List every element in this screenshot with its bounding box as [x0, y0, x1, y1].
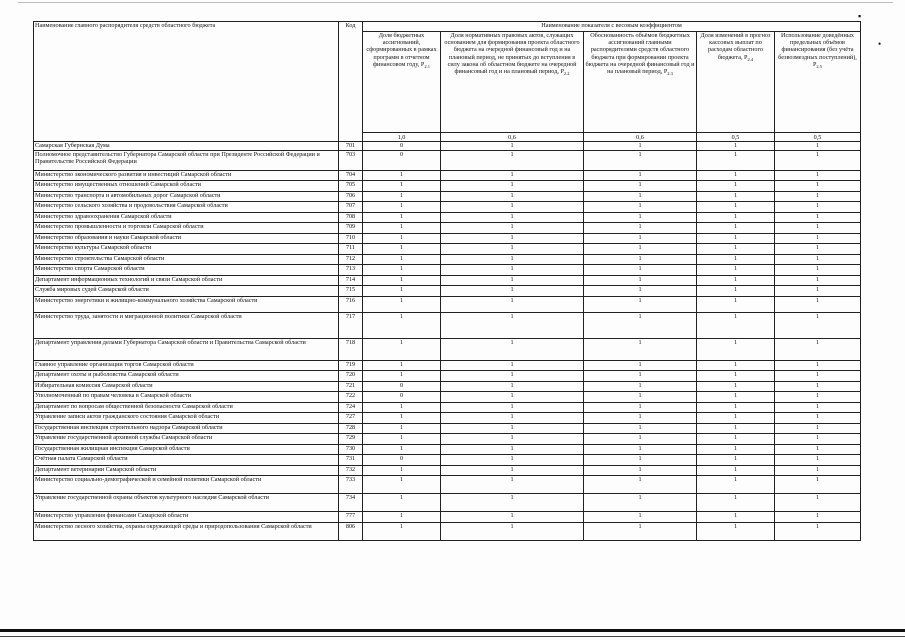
- org-name-cell: Министерство труда, занятости и миграционной политики Самарской области: [34, 312, 339, 338]
- table-row: [34, 444, 861, 455]
- indicator-value-cell: 1: [775, 150, 861, 170]
- indicator-value-cell: 1: [363, 338, 441, 360]
- weight-coefficient: 1,0: [363, 133, 441, 142]
- indicator-value-cell: 1: [697, 312, 775, 338]
- indicator-value-cell: 1: [584, 212, 697, 223]
- indicator-value-cell: 1: [697, 494, 775, 512]
- code-cell: 731: [339, 455, 363, 466]
- indicator-value-cell: 1: [441, 202, 584, 213]
- indicator-value-cell: 1: [441, 371, 584, 382]
- indicator-value-cell: 1: [441, 233, 584, 244]
- code-cell: 718: [339, 338, 363, 360]
- indicator-value-cell: 1: [441, 286, 584, 297]
- indicator-value-cell: 1: [775, 360, 861, 371]
- table-row: [34, 434, 861, 445]
- table-row: [34, 275, 861, 286]
- indicator-value-cell: 1: [584, 296, 697, 312]
- table-row: [34, 360, 861, 371]
- table-row: [34, 371, 861, 382]
- table-row: [34, 254, 861, 265]
- table-row: [34, 402, 861, 413]
- indicator-value-cell: 1: [775, 191, 861, 202]
- code-column-header: Код: [339, 22, 363, 142]
- table-row: [34, 338, 861, 360]
- indicator-value-cell: 1: [363, 244, 441, 255]
- indicator-value-cell: 1: [584, 371, 697, 382]
- indicator-value-cell: 1: [775, 275, 861, 286]
- indicator-value-cell: 1: [584, 223, 697, 234]
- indicator-value-cell: 1: [775, 522, 861, 540]
- indicator-value-cell: 1: [697, 265, 775, 276]
- indicator-value-cell: 1: [697, 286, 775, 297]
- code-cell: 730: [339, 444, 363, 455]
- indicator-value-cell: 0: [363, 455, 441, 466]
- indicator-value-cell: 1: [697, 360, 775, 371]
- indicator-value-cell: 1: [697, 434, 775, 445]
- indicator-value-cell: 1: [697, 522, 775, 540]
- indicator-value-cell: 0: [363, 381, 441, 392]
- indicator-value-cell: 1: [584, 275, 697, 286]
- indicator-value-cell: 1: [697, 423, 775, 434]
- org-name-cell: Министерство строительства Самарской области: [34, 254, 339, 265]
- indicator-table: [33, 21, 861, 541]
- indicator-value-cell: 1: [441, 455, 584, 466]
- indicator-value-cell: 1: [363, 170, 441, 181]
- org-name-cell: Министерство культуры Самарской области: [34, 244, 339, 255]
- indicator-value-cell: 1: [363, 254, 441, 265]
- indicator-value-cell: 1: [441, 312, 584, 338]
- indicator-value-cell: 1: [775, 494, 861, 512]
- indicator-value-cell: 1: [441, 296, 584, 312]
- indicator-value-cell: 1: [775, 413, 861, 424]
- indicator-value-cell: 1: [775, 512, 861, 523]
- indicator-value-cell: 1: [775, 434, 861, 445]
- code-cell: 713: [339, 265, 363, 276]
- indicator-value-cell: 1: [441, 191, 584, 202]
- org-name-cell: Департамент охоты и рыболовства Самарской области: [34, 371, 339, 382]
- table-row: [34, 312, 861, 338]
- indicator-value-cell: 1: [363, 434, 441, 445]
- code-cell: 708: [339, 212, 363, 223]
- indicator-value-cell: 1: [441, 170, 584, 181]
- indicator-value-cell: 1: [363, 265, 441, 276]
- indicator-value-cell: 1: [363, 202, 441, 213]
- indicator-value-cell: 1: [775, 371, 861, 382]
- org-name-cell: Государственная жилищная инспекция Самарской области: [34, 444, 339, 455]
- code-cell: 703: [339, 150, 363, 170]
- code-cell: 806: [339, 522, 363, 540]
- indicator-value-cell: 1: [775, 465, 861, 476]
- indicator-value-cell: 1: [584, 512, 697, 523]
- indicator-value-cell: 0: [363, 150, 441, 170]
- indicator-value-cell: 1: [775, 423, 861, 434]
- code-cell: 724: [339, 402, 363, 413]
- org-name-cell: Министерство экономического развития и инвестиций Самарской области: [34, 170, 339, 181]
- indicator-header-p23: Обоснованность объёмов бюджетных ассигнований главными распорядителями средств областного бюджета при формировании проекта бюджета на очередной финансовый год и на плановый период, $P_{2.3}$: [584, 32, 697, 133]
- indicator-value-cell: 1: [775, 402, 861, 413]
- indicator-value-cell: 1: [775, 444, 861, 455]
- table-row: [34, 286, 861, 297]
- indicator-group-header: Наименование показателя с весовым коэффициентом: [363, 22, 861, 32]
- indicator-value-cell: 1: [697, 254, 775, 265]
- indicator-value-cell: 1: [441, 275, 584, 286]
- code-cell: 722: [339, 392, 363, 403]
- table-row: [34, 191, 861, 202]
- indicator-value-cell: 1: [697, 476, 775, 494]
- indicator-value-cell: 1: [441, 512, 584, 523]
- code-cell: 715: [339, 286, 363, 297]
- indicator-value-cell: 1: [363, 360, 441, 371]
- indicator-value-cell: 1: [775, 181, 861, 192]
- org-name-cell: Управление государственной охраны объектов культурного наследия Самарской области: [34, 494, 339, 512]
- indicator-value-cell: 1: [363, 494, 441, 512]
- indicator-value-cell: 1: [441, 360, 584, 371]
- indicator-value-cell: 1: [441, 494, 584, 512]
- indicator-value-cell: 1: [584, 402, 697, 413]
- indicator-value-cell: 1: [697, 413, 775, 424]
- code-cell: 728: [339, 423, 363, 434]
- indicator-value-cell: 1: [697, 275, 775, 286]
- indicator-value-cell: 1: [441, 423, 584, 434]
- indicator-value-cell: 1: [441, 150, 584, 170]
- table-row: [34, 522, 861, 540]
- org-name-cell: Министерство промышленности и торговли Самарской области: [34, 223, 339, 234]
- code-cell: 704: [339, 170, 363, 181]
- org-name-cell: Департамент информационных технологий и связи Самарской области: [34, 275, 339, 286]
- code-cell: 710: [339, 233, 363, 244]
- org-name-cell: Министерство сельского хозяйства и продовольствия Самарской области: [34, 202, 339, 213]
- indicator-value-cell: 1: [697, 212, 775, 223]
- indicator-value-cell: 1: [697, 233, 775, 244]
- indicator-value-cell: 1: [697, 338, 775, 360]
- indicator-value-cell: 1: [775, 254, 861, 265]
- indicator-value-cell: 1: [697, 202, 775, 213]
- code-cell: 717: [339, 312, 363, 338]
- indicator-value-cell: 1: [363, 233, 441, 244]
- indicator-value-cell: 1: [775, 142, 861, 151]
- page-bottom-thin-rule: [0, 636, 905, 637]
- indicator-value-cell: 1: [441, 522, 584, 540]
- weight-coefficient: 0,6: [441, 133, 584, 142]
- indicator-value-cell: 1: [584, 191, 697, 202]
- org-name-cell: Уполномоченный по правам человека в Самарской области: [34, 392, 339, 403]
- indicator-value-cell: 1: [363, 296, 441, 312]
- indicator-value-cell: 1: [584, 254, 697, 265]
- indicator-value-cell: 1: [697, 455, 775, 466]
- indicator-value-cell: 1: [775, 212, 861, 223]
- code-cell: 777: [339, 512, 363, 523]
- code-cell: 712: [339, 254, 363, 265]
- indicator-value-cell: 1: [775, 286, 861, 297]
- indicator-value-cell: 1: [584, 413, 697, 424]
- code-cell: 714: [339, 275, 363, 286]
- code-cell: 705: [339, 181, 363, 192]
- indicator-value-cell: 1: [775, 223, 861, 234]
- indicator-value-cell: 1: [697, 465, 775, 476]
- indicator-value-cell: 1: [775, 312, 861, 338]
- org-name-cell: Управление государственной архивной службы Самарской области: [34, 434, 339, 445]
- indicator-value-cell: 1: [363, 312, 441, 338]
- indicator-value-cell: 1: [584, 265, 697, 276]
- org-name-cell: Министерство имущественных отношений Самарской области: [34, 181, 339, 192]
- table-row: [34, 223, 861, 234]
- indicator-value-cell: 1: [584, 392, 697, 403]
- indicator-value-cell: 1: [775, 476, 861, 494]
- indicator-value-cell: 1: [441, 444, 584, 455]
- table-row: [34, 413, 861, 424]
- indicator-value-cell: 1: [775, 296, 861, 312]
- table-row: [34, 465, 861, 476]
- indicator-value-cell: 1: [441, 413, 584, 424]
- indicator-value-cell: 1: [697, 296, 775, 312]
- code-cell: 701: [339, 142, 363, 151]
- table-row: [34, 170, 861, 181]
- code-cell: 719: [339, 360, 363, 371]
- org-name-cell: Министерство лесного хозяйства, охраны окружающей среды и природопользования Самарской области: [34, 522, 339, 540]
- indicator-value-cell: 1: [441, 254, 584, 265]
- indicator-value-cell: 1: [697, 381, 775, 392]
- indicator-value-cell: 1: [363, 191, 441, 202]
- indicator-header-p21: Доля бюджетных ассигнований, сформированных в рамках программ в отчетном финансовом году, $P_{2.1}$: [363, 32, 441, 133]
- table-row: [34, 512, 861, 523]
- indicator-value-cell: 1: [584, 312, 697, 338]
- indicator-value-cell: 1: [441, 402, 584, 413]
- page-top-rule: [18, 2, 893, 3]
- indicator-value-cell: 1: [363, 223, 441, 234]
- indicator-value-cell: 1: [363, 423, 441, 434]
- indicator-value-cell: 1: [363, 522, 441, 540]
- table-row: [34, 455, 861, 466]
- indicator-value-cell: 1: [363, 371, 441, 382]
- indicator-value-cell: 1: [697, 223, 775, 234]
- indicator-value-cell: 1: [441, 223, 584, 234]
- indicator-value-cell: 1: [584, 244, 697, 255]
- indicator-value-cell: 0: [363, 142, 441, 151]
- code-cell: 706: [339, 191, 363, 202]
- indicator-value-cell: 1: [584, 444, 697, 455]
- indicator-value-cell: 1: [584, 465, 697, 476]
- table-row: [34, 265, 861, 276]
- org-name-cell: Министерство управления финансами Самарской области: [34, 512, 339, 523]
- table-row: [34, 202, 861, 213]
- org-name-cell: Служба мировых судей Самарской области: [34, 286, 339, 297]
- code-cell: 709: [339, 223, 363, 234]
- org-name-cell: Главное управление организации торгов Самарской области: [34, 360, 339, 371]
- indicator-value-cell: 1: [441, 181, 584, 192]
- table-row: [34, 296, 861, 312]
- indicator-value-cell: 1: [697, 392, 775, 403]
- org-name-cell: Управление записи актов гражданского состояния Самарской области: [34, 413, 339, 424]
- indicator-value-cell: 0: [363, 392, 441, 403]
- org-name-cell: Счётная палата Самарской области: [34, 455, 339, 466]
- table-row: [34, 181, 861, 192]
- code-cell: 733: [339, 476, 363, 494]
- org-name-cell: Министерство транспорта и автомобильных дорог Самарской области: [34, 191, 339, 202]
- org-name-cell: Министерство образования и науки Самарской области: [34, 233, 339, 244]
- code-cell: 732: [339, 465, 363, 476]
- code-cell: 707: [339, 202, 363, 213]
- indicator-value-cell: 1: [441, 392, 584, 403]
- indicator-value-cell: 1: [584, 202, 697, 213]
- indicator-value-cell: 1: [363, 413, 441, 424]
- table-row: [34, 392, 861, 403]
- indicator-value-cell: 1: [697, 170, 775, 181]
- org-name-cell: Департамент по вопросам общественной безопасности Самарской области: [34, 402, 339, 413]
- indicator-value-cell: 1: [775, 338, 861, 360]
- org-name-cell: Избирательная комиссия Самарской области: [34, 381, 339, 392]
- indicator-value-cell: 1: [441, 381, 584, 392]
- indicator-value-cell: 1: [441, 265, 584, 276]
- table-row: [34, 494, 861, 512]
- table-row: [34, 150, 861, 170]
- indicator-value-cell: 1: [584, 150, 697, 170]
- org-name-cell: Министерство энергетики и жилищно-коммунального хозяйства Самарской области: [34, 296, 339, 312]
- code-cell: 716: [339, 296, 363, 312]
- indicator-header-p24: Доля изменений в прогноз кассовых выплат по расходам областного бюджета, $P_{2.4}$: [697, 32, 775, 133]
- indicator-value-cell: 1: [363, 476, 441, 494]
- weight-coefficient: 0,6: [584, 133, 697, 142]
- indicator-value-cell: 1: [697, 150, 775, 170]
- indicator-value-cell: 1: [363, 512, 441, 523]
- indicator-value-cell: 1: [697, 191, 775, 202]
- indicator-value-cell: 1: [584, 142, 697, 151]
- indicator-value-cell: 1: [584, 494, 697, 512]
- page-bottom-rule: [0, 629, 905, 632]
- indicator-value-cell: 1: [363, 212, 441, 223]
- indicator-value-cell: 1: [584, 286, 697, 297]
- indicator-value-cell: 1: [584, 522, 697, 540]
- indicator-value-cell: 1: [697, 444, 775, 455]
- indicator-value-cell: 1: [697, 244, 775, 255]
- indicator-value-cell: 1: [697, 181, 775, 192]
- indicator-value-cell: 1: [584, 233, 697, 244]
- indicator-value-cell: 1: [697, 512, 775, 523]
- indicator-value-cell: 1: [363, 181, 441, 192]
- org-name-cell: Министерство социально-демографической и семейной политики Самарской области: [34, 476, 339, 494]
- margin-dot: •: [878, 39, 882, 49]
- indicator-value-cell: 1: [363, 444, 441, 455]
- code-cell: 734: [339, 494, 363, 512]
- indicator-value-cell: 1: [775, 381, 861, 392]
- org-name-cell: Департамент управления делами Губернатора Самарской области и Правительства Самарской области: [34, 338, 339, 360]
- indicator-value-cell: 1: [584, 423, 697, 434]
- table-row: [34, 244, 861, 255]
- table-row: [34, 233, 861, 244]
- indicator-value-cell: 1: [697, 371, 775, 382]
- indicator-value-cell: 1: [584, 455, 697, 466]
- org-name-cell: Полномочное представительство Губернатора Самарской области при Президенте Российской Федерации и Правительстве Российской Федерации: [34, 150, 339, 170]
- indicator-value-cell: 1: [363, 275, 441, 286]
- indicator-value-cell: 1: [584, 181, 697, 192]
- indicator-value-cell: 1: [697, 402, 775, 413]
- indicator-value-cell: 1: [441, 338, 584, 360]
- org-column-header: Наименование главного распорядителя средств областного бюджета: [34, 22, 339, 142]
- org-name-cell: Департамент ветеринарии Самарской области: [34, 465, 339, 476]
- header-row-1: [34, 22, 861, 32]
- indicator-value-cell: 1: [584, 338, 697, 360]
- indicator-value-cell: 1: [441, 212, 584, 223]
- code-cell: 720: [339, 371, 363, 382]
- indicator-value-cell: 1: [441, 434, 584, 445]
- code-cell: 727: [339, 413, 363, 424]
- org-name-cell: Государственная инспекция строительного надзора Самарской области: [34, 423, 339, 434]
- indicator-value-cell: 1: [584, 476, 697, 494]
- indicator-value-cell: 1: [584, 434, 697, 445]
- indicator-value-cell: 1: [363, 465, 441, 476]
- weight-coefficient: 0,5: [775, 133, 861, 142]
- indicator-value-cell: 1: [775, 244, 861, 255]
- indicator-value-cell: 1: [775, 265, 861, 276]
- indicator-header-p22: Доля нормативных правовых актов, служащих основанием для формирования проекта областного бюджета на очередной финансовый год и на плановый период, не принятых до вступления в силу закона об областном бюджете на очередной финансовый год и на плановый период, $P_{2.2}$: [441, 32, 584, 133]
- code-cell: 729: [339, 434, 363, 445]
- indicator-value-cell: 1: [775, 392, 861, 403]
- indicator-value-cell: 1: [584, 360, 697, 371]
- indicator-value-cell: 1: [584, 170, 697, 181]
- indicator-value-cell: 1: [441, 244, 584, 255]
- org-name-cell: Министерство здравоохранения Самарской области: [34, 212, 339, 223]
- indicator-value-cell: 1: [441, 142, 584, 151]
- indicator-header-p25: Использование доведённых предельных объёмов финансирования (без учёта безвозмездных поступлений), $P_{2.5}$: [775, 32, 861, 133]
- org-name-cell: Самарская Губернская Дума: [34, 142, 339, 151]
- indicator-value-cell: 1: [441, 476, 584, 494]
- org-name-cell: Министерство спорта Самарской области: [34, 265, 339, 276]
- indicator-value-cell: 1: [775, 202, 861, 213]
- table-row: [34, 142, 861, 151]
- table-row: [34, 212, 861, 223]
- indicator-value-cell: 1: [775, 170, 861, 181]
- code-cell: 721: [339, 381, 363, 392]
- indicator-value-cell: 1: [363, 286, 441, 297]
- indicator-value-cell: 1: [363, 402, 441, 413]
- table-row: [34, 423, 861, 434]
- weight-coefficient: 0,5: [697, 133, 775, 142]
- indicator-value-cell: 1: [775, 233, 861, 244]
- indicator-value-cell: 1: [775, 455, 861, 466]
- indicator-value-cell: 1: [697, 142, 775, 151]
- indicator-value-cell: 1: [441, 465, 584, 476]
- indicator-value-cell: 1: [584, 381, 697, 392]
- table-row: [34, 476, 861, 494]
- table-row: [34, 381, 861, 392]
- code-cell: 711: [339, 244, 363, 255]
- corner-mark: ▪: [858, 11, 862, 21]
